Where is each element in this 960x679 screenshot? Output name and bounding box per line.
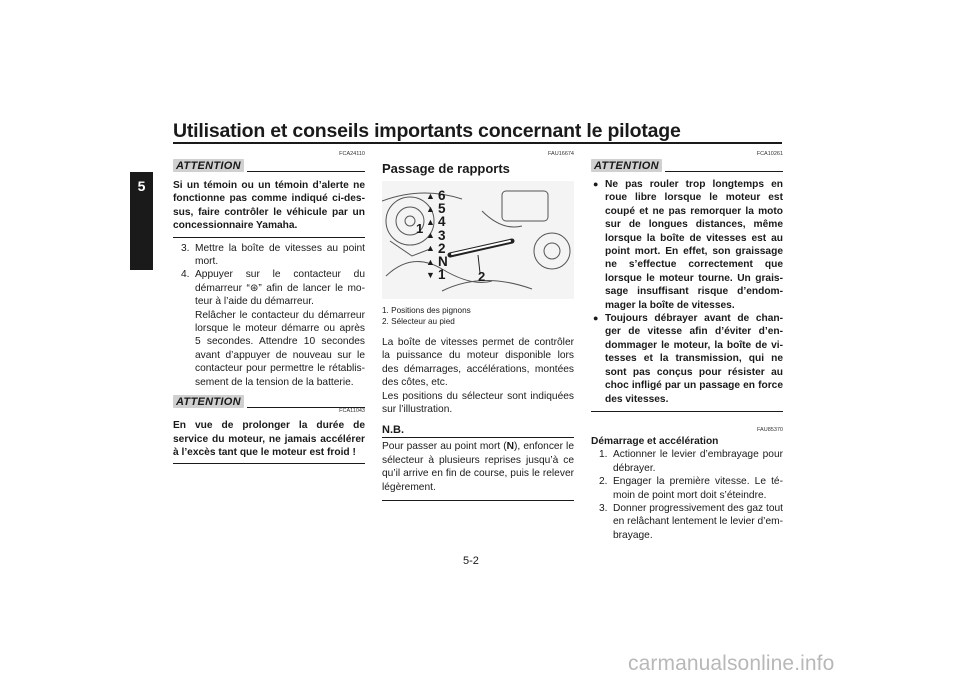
attention-banner [591,159,783,172]
reference-code: FAU85370 [757,426,783,433]
step-number-spacer [173,309,195,389]
arrow-up-icon: ▲ [426,190,435,201]
arrow-up-icon: ▲ [426,230,435,241]
callout-shift-pedal: 2 [478,269,486,284]
header-rule [173,142,782,144]
arrow-down-icon: ▼ [426,269,435,280]
attention-label: ATTENTION [591,159,662,172]
gear-position: ▲ 2 [426,240,446,256]
step-number: 2. [599,476,608,488]
step-text: Actionner le levier d’embrayage pour débrayer. [613,449,783,474]
attention-text: Si un témoin ou un témoin d’alerte ne fonctionne pas comme indiqué ci-des-sus, faire contrôler le véhicule par un concessionnaire Yamaha. [173,180,365,232]
gear-position: ▲ 3 [426,227,446,243]
list-item: ● Toujours débrayer avant de chan-ger de vitesse afin d’éviter d’en-dommager le moteur, la boîte de vi-tesses et la transmission, qui ne sont pas conçus pour résister au choc infligé par un passage en force des vitesses. [593,313,783,405]
note-label: N.B. [382,424,404,437]
callout-gear-positions: 1 [416,221,424,236]
reference-code: FCA24110 [339,151,365,157]
figure-caption: 2. Sélecteur au pied [382,317,455,326]
list-item [591,448,783,475]
page-title: Utilisation et conseils importants concernant le pilotage [173,120,681,142]
attention-end-rule [173,463,365,464]
attention-end-rule [173,237,365,238]
reference-code: FAU16674 [548,151,574,157]
start-steps [173,242,365,389]
chapter-tab[interactable]: 5 [130,172,153,270]
step-text: Engager la première vitesse. Le té-moin de point mort doit s’éteindre. [613,476,783,501]
list-item [173,309,365,389]
attention-bullets [591,178,783,406]
column-left [173,150,365,464]
attention-end-rule [591,411,783,412]
section-title: Passage de rapports [382,161,510,176]
step-text: Appuyer sur le contacteur du démarreur “⊛” afin de lancer le mo-teur à l’aide du démarreur. [195,269,365,308]
arrow-up-icon: ▲ [426,243,435,254]
bullet-icon: ● [593,313,599,324]
step-number: 1. [599,449,608,461]
list-item: ● Ne pas rouler trop longtemps en roue libre lorsque le moteur est coupé et ne pas remorquer la moto sur de longues distances, même lorsque la boîte de vitesses est au point mort. En effet, son graissage ne s’effectue correctement que lorsque le moteur tourne. Un grais-sage insuffisant risque d’endom-mager la boîte de vitesses. [593,179,783,311]
arrow-up-icon: ▲ [426,203,435,214]
step-number: 4. [181,269,190,281]
attention-banner [173,159,365,172]
attention-rule [665,171,783,172]
gear-positions [426,189,456,281]
note-rule [382,437,574,438]
reference-code: FCA10261 [756,151,783,157]
page-number: 5-2 [463,555,479,567]
list-item [591,475,783,502]
bullet-icon: ● [593,179,599,189]
attention-banner [173,395,365,408]
figure-caption: 1. Positions des pignons [382,306,471,315]
list-item [173,268,365,308]
subsection-title: Démarrage et accélération [591,435,719,447]
gear-position: ▲ N [426,254,448,270]
column-right [591,150,783,542]
arrow-up-icon: ▲ [426,216,435,227]
attention-label: ATTENTION [173,395,244,408]
step-number: 3. [599,502,608,514]
watermark: carmanualsonline.info [628,652,835,675]
column-middle [382,150,574,501]
neutral-symbol: N [506,441,515,453]
note-text: Pour passer au point mort (N), enfoncer le sélecteur à plusieurs reprises jusqu’à ce qu’il arrive en fin de course, puis le relever légèrement. [382,441,574,493]
step-number: 3. [181,242,190,254]
body-paragraph: La boîte de vitesses permet de contrôler la puissance du moteur disponible lors des démarrages, accélérations, montées des côtes, etc. [382,337,574,389]
body-paragraph: Les positions du sélecteur sont indiquées sur l’illustration. [382,390,574,416]
gear-position: ▼ 1 [426,267,446,283]
note-end-rule [382,500,574,501]
list-item [173,242,365,269]
step-text: Donner progressivement des gaz tout en relâchant lentement le levier d’em-brayage. [613,502,783,541]
arrow-up-icon: ▲ [426,256,435,267]
gear-position: ▲ 4 [426,214,446,230]
list-item [591,502,783,542]
attention-text: En vue de prolonger la durée de service du moteur, ne jamais accélérer à l’excès tant que le moteur est froid ! [173,420,365,458]
gear-position: ▲ 6 [426,188,446,204]
attention-rule [247,171,365,172]
step-text: Mettre la boîte de vitesses au point mort. [195,242,365,268]
acceleration-steps [591,448,783,542]
reference-code: FCA11043 [339,408,365,415]
attention-label: ATTENTION [173,159,244,172]
step-text: Relâcher le contacteur du démarreur lorsque le moteur démarre ou après 5 secondes. Attendre 10 secondes avant d’appuyer de nouveau sur le contacteur pour permettre le rétablis-sement de la tension de la batterie. [195,309,365,388]
gear-shift-illustration [382,181,574,299]
gear-position: ▲ 5 [426,201,446,217]
